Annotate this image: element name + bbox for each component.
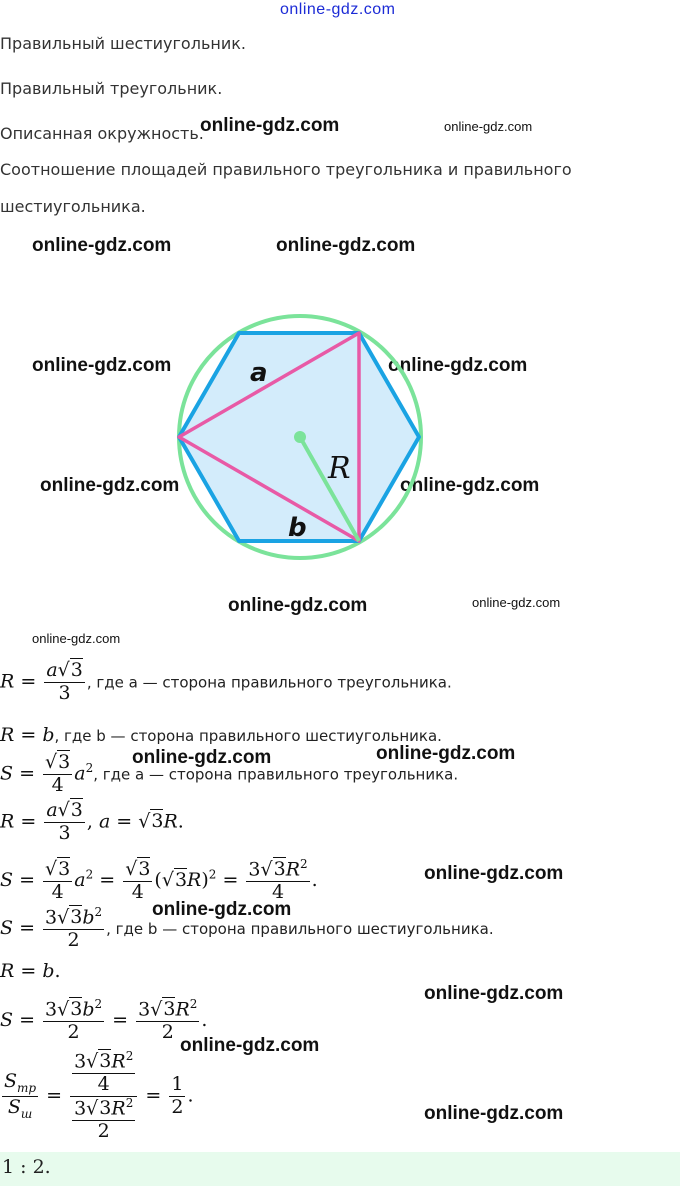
watermark: online-gdz.com	[388, 355, 528, 376]
formula-note: , где b — сторона правильного шестиугольника.	[106, 920, 494, 939]
watermark: online-gdz.com	[152, 899, 292, 920]
watermark: online-gdz.com	[424, 983, 564, 1004]
paragraph-ratio-line2: шестиугольника.	[0, 197, 146, 216]
formula-note: , где b — сторона правильного шестиугольника.	[54, 727, 442, 745]
formula-R-equals-b: R = b.	[0, 960, 61, 982]
watermark: online-gdz.com	[424, 1103, 564, 1124]
formula-note: , где a — сторона правильного треугольника.	[93, 765, 459, 784]
watermark: online-gdz.com	[376, 743, 516, 764]
watermark: online-gdz.com	[200, 115, 340, 136]
formula-a-through-R: R = $\frac{a√3}{3}$ , a = √3R.	[0, 799, 184, 844]
formula-note: , где a — сторона правильного треугольника.	[86, 673, 452, 692]
formula-S-triangle: S = $\frac{√3}{4}$ $a^2$, где a — сторона правильного треугольника.	[0, 751, 459, 796]
geometry-figure	[170, 308, 430, 568]
watermark: online-gdz.com	[400, 475, 540, 496]
watermark-top: online-gdz.com	[280, 1, 396, 18]
formula-S-hexagon-R: S = $\frac{3√3b^2}{2}$ = $\frac{3√3R^2}{2}$ .	[0, 997, 208, 1044]
watermark: online-gdz.com	[40, 475, 180, 496]
answer-text: 1 : 2.	[2, 1156, 51, 1178]
paragraph-circle: Описанная окружность.	[0, 124, 204, 143]
paragraph-triangle: Правильный треугольник.	[0, 79, 223, 98]
watermark: online-gdz.com	[180, 1035, 320, 1056]
formula-R-hexagon: R = b, где b — сторона правильного шестиугольника.	[0, 724, 442, 746]
watermark: online-gdz.com	[472, 595, 561, 610]
formula-area-ratio: $\frac{S_{тр}}{S_ш}$ = $\frac{\frac{3√3R^2}{4}}{\frac{3√3R^2}{2}}$ = $\frac{1}{2}$ .	[4, 1049, 194, 1143]
paragraph-hexagon: Правильный шестиугольник.	[0, 34, 246, 53]
watermark: online-gdz.com	[32, 355, 172, 376]
formula-R-triangle: R = $\frac{a√3}{3}$ , где a — сторона правильного треугольника.	[0, 659, 452, 704]
watermark: online-gdz.com	[132, 747, 272, 768]
formula-S-hexagon: S = $\frac{3√3b^2}{2}$ , где b — сторона правильного шестиугольника.	[0, 905, 494, 952]
label-a: a	[250, 358, 268, 388]
label-R: R	[328, 451, 351, 486]
center-point	[294, 431, 306, 443]
watermark: online-gdz.com	[32, 631, 121, 646]
watermark: online-gdz.com	[424, 863, 564, 884]
label-b: b	[288, 513, 307, 543]
watermark: online-gdz.com	[444, 119, 533, 134]
watermark: online-gdz.com	[276, 235, 416, 256]
paragraph-ratio-line1: Соотношение площадей правильного треугольника и правильного	[0, 160, 572, 179]
formula-S-triangle-R: S = $\frac{√3}{4}$ $a^2$ = $\frac{√3}{4}$ $(√3R)^2$ = $\frac{3√3R^2}{4}$ .	[0, 857, 318, 904]
watermark: online-gdz.com	[32, 235, 172, 256]
watermark: online-gdz.com	[228, 595, 368, 616]
answer-box	[0, 1152, 680, 1186]
